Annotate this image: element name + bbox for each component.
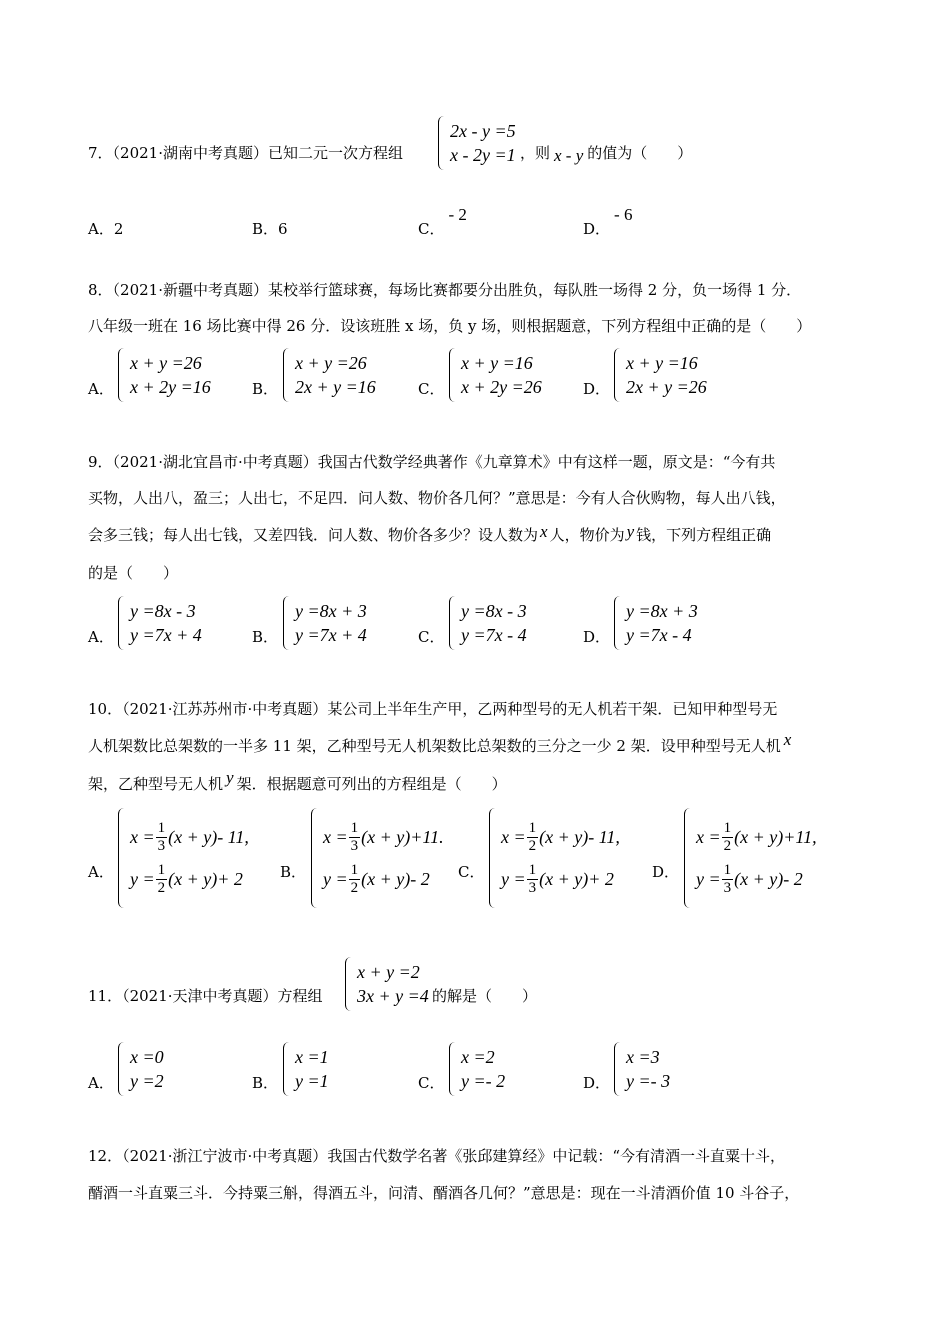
q9-text3b: 人，物价为: [549, 526, 625, 544]
q10-text3a: 架，乙种型号无人机: [88, 775, 224, 793]
q9-option-c-label[interactable]: C．: [418, 628, 445, 646]
q9-var-y: y: [626, 522, 635, 541]
q9-d-eq1: y =8x + 3: [626, 601, 698, 621]
q12-text1: 我国古代数学名著《张邱建算经》中记载：“今有清酒一斗直粟十斗，: [327, 1147, 785, 1165]
q7-option-a-value: 2: [113, 220, 124, 238]
q11-b-eq2: y =1: [295, 1071, 329, 1091]
q9-line2: 买物，人出八，盈三；人出七，不足四．问人数、物价各几何？”意思是：今有人合伙购物，每人出八钱，: [88, 489, 786, 507]
q9-source: （2021·湖北宜昌市·中考真题）: [112, 453, 318, 471]
q11-stem-start: [88, 986, 323, 1006]
q11-c-eq1: x =2: [461, 1047, 495, 1067]
q7-option-a-label: A．: [88, 220, 114, 238]
q9-c-brace: [449, 596, 457, 650]
q12-line2: 醑酒一斗直粟三斗．今持粟三斛，得酒五斗，问清、醑酒各几何？”意思是：现在一斗清酒价值 10 斗谷子，: [88, 1184, 800, 1202]
q7-option-b[interactable]: [252, 218, 288, 239]
q11-option-b-label[interactable]: B．: [252, 1074, 279, 1092]
q11-brace: [345, 957, 353, 1011]
q9-d-brace: [614, 596, 622, 650]
q10-text2a: 人机架数比总架数的一半多 11 架，乙种型号无人机架数比总架数的三分之一少 2 架．设甲种型号无人机: [88, 737, 781, 755]
fraction: $\frac{1}{2}$: [528, 819, 537, 854]
q8-c-eq1: x + y =16: [461, 353, 533, 373]
q8-b-brace: [283, 348, 291, 402]
q8-option-a-system[interactable]: [118, 348, 211, 402]
q9-line1: [88, 452, 775, 472]
q9-a-eq1: y =8x - 3: [130, 601, 196, 621]
q10-c-brace: [489, 808, 497, 908]
q9-b-eq2: y =7x + 4: [295, 625, 367, 645]
q9-var-x: x: [540, 522, 548, 541]
q7-option-d-label: D．: [583, 220, 611, 238]
q8-option-d-label[interactable]: D．: [583, 380, 611, 398]
q10-var-x: x: [783, 730, 792, 749]
q9-option-b-label[interactable]: B．: [252, 628, 279, 646]
q10-source: （2021·江苏苏州市·中考真题）: [122, 700, 328, 718]
q11-b-brace: [283, 1042, 291, 1096]
q11-b-eq1: x =1: [295, 1047, 329, 1067]
q11-option-a-system[interactable]: [118, 1042, 164, 1096]
q11-option-d-system[interactable]: [614, 1042, 670, 1096]
q11-d-eq2: y =- 3: [626, 1071, 671, 1091]
q9-text1: 我国古代数学经典著作《九章算术》中有这样一题，原文是：“今有共: [317, 453, 776, 471]
q9-b-brace: [283, 596, 291, 650]
q9-c-eq2: y =7x - 4: [461, 625, 527, 645]
q10-b-eq1: x = $\frac{1}{3}$ (x + y)+11.: [323, 819, 444, 854]
q11-stem-a: 方程组: [277, 987, 323, 1005]
q10-text3b: 架．根据题意可列出的方程组是（ ）: [236, 775, 507, 793]
q8-c-eq2: x + 2y =26: [461, 377, 542, 397]
q8-text1: 某校举行篮球赛，每场比赛都要分出胜负，每队胜一场得 2 分，负一场得 1 分．: [268, 281, 802, 299]
q8-option-a-label[interactable]: A．: [88, 380, 114, 398]
q8-option-c-label[interactable]: C．: [418, 380, 445, 398]
q7-option-c[interactable]: [418, 205, 467, 239]
q9-option-d-system[interactable]: [614, 596, 698, 650]
q10-c-eq1: x = $\frac{1}{2}$ (x + y)- 11,: [501, 819, 620, 854]
q9-line4: 的是（ ）: [88, 564, 179, 582]
q9-text3a: 会多三钱；每人出七钱，又差四钱．问人数、物价各多少？设人数为: [88, 526, 539, 544]
q7-stem-c: 的值为（ ）: [587, 144, 693, 162]
q8-option-d-system[interactable]: [614, 348, 707, 402]
q7-equation-system: [438, 116, 516, 170]
q7-option-d-value: - 6: [614, 205, 633, 224]
q7-option-c-value: - 2: [448, 205, 467, 224]
q10-option-d-system[interactable]: [684, 808, 817, 908]
q7-option-c-label: C．: [418, 220, 445, 238]
q10-option-c-system[interactable]: [489, 808, 620, 908]
q10-d-eq2: y = $\frac{1}{3}$ (x + y)- 2: [696, 861, 803, 896]
q10-number: 10．: [88, 700, 123, 718]
q12-number: 12．: [88, 1147, 123, 1165]
q7-number: 7．: [88, 144, 113, 162]
q9-b-eq1: y =8x + 3: [295, 601, 367, 621]
q11-number: 11．: [88, 987, 123, 1005]
q10-d-brace: [684, 808, 692, 908]
fraction: $\frac{1}{2}$: [723, 819, 732, 854]
q7-eq2: x - 2y =1: [450, 145, 516, 165]
fraction: $\frac{1}{3}$: [528, 861, 537, 896]
q12-source: （2021·浙江宁波市·中考真题）: [122, 1147, 328, 1165]
q7-stem-b: ，则: [520, 144, 551, 162]
q11-option-a-label[interactable]: A．: [88, 1074, 114, 1092]
q8-option-b-system[interactable]: [283, 348, 376, 402]
q11-equation-system: [345, 957, 429, 1011]
fraction: $\frac{1}{3}$: [157, 819, 166, 854]
q10-option-b-label[interactable]: B．: [280, 863, 307, 881]
q9-number: 9．: [88, 453, 113, 471]
q8-option-c-system[interactable]: [449, 348, 542, 402]
q11-option-d-label[interactable]: D．: [583, 1074, 611, 1092]
q10-option-a-system[interactable]: [118, 808, 249, 908]
q11-a-eq1: x =0: [130, 1047, 164, 1067]
q11-option-b-system[interactable]: [283, 1042, 329, 1096]
q9-option-a-label[interactable]: A．: [88, 628, 114, 646]
q7-stem-start: [88, 143, 403, 163]
q11-option-c-label[interactable]: C．: [418, 1074, 445, 1092]
fraction: $\frac{1}{2}$: [157, 861, 166, 896]
q10-text1: 某公司上半年生产甲，乙两种型号的无人机若干架．已知甲种型号无: [327, 700, 778, 718]
q11-a-brace: [118, 1042, 126, 1096]
q9-option-d-label[interactable]: D．: [583, 628, 611, 646]
q9-line3: [88, 522, 772, 545]
q9-a-brace: [118, 596, 126, 650]
q10-var-y: y: [226, 768, 234, 787]
q8-d-eq1: x + y =16: [626, 353, 698, 373]
q11-option-c-system[interactable]: [449, 1042, 505, 1096]
q7-option-a[interactable]: [88, 218, 123, 239]
q9-option-b-system[interactable]: [283, 596, 367, 650]
q8-d-eq2: 2x + y =26: [626, 377, 707, 397]
q11-c-eq2: y =- 2: [461, 1071, 506, 1091]
q7-option-b-label: B．: [252, 220, 279, 238]
q8-line2: 八年级一班在 16 场比赛中得 26 分．设该班胜 x 场，负 y 场，则根据题意，下列方程组中正确的是（ ）: [88, 317, 812, 335]
q8-source: （2021·新疆中考真题）: [112, 281, 268, 299]
q11-eq1: x + y =2: [357, 962, 420, 982]
q7-source: （2021·湖南中考真题）: [112, 144, 268, 162]
q10-option-a-label[interactable]: A．: [88, 863, 114, 881]
q10-option-d-label[interactable]: D．: [652, 863, 680, 881]
q8-a-eq1: x + y =26: [130, 353, 202, 373]
q10-line3: [88, 768, 507, 794]
q7-brace: [438, 116, 446, 170]
q11-stem-b: 的解是（ ）: [432, 987, 538, 1005]
q9-option-a-system[interactable]: [118, 596, 202, 650]
q10-a-eq1: x = $\frac{1}{3}$ (x + y)- 11,: [130, 819, 249, 854]
q9-d-eq2: y =7x - 4: [626, 625, 692, 645]
q10-a-eq2: y = $\frac{1}{2}$ (x + y)+ 2: [130, 861, 243, 896]
q7-eq1: 2x - y =5: [450, 121, 516, 141]
q11-source: （2021·天津中考真题）: [122, 987, 278, 1005]
q8-number: 8．: [88, 281, 113, 299]
q9-text3c: 钱，下列方程组正确: [636, 526, 772, 544]
q7-stem-a: 已知二元一次方程组: [268, 144, 404, 162]
q12-line1: [88, 1146, 785, 1166]
q10-b-eq2: y = $\frac{1}{2}$ (x + y)- 2: [323, 861, 430, 896]
q7-option-d[interactable]: [583, 205, 633, 239]
q8-b-eq2: 2x + y =16: [295, 377, 376, 397]
q10-option-c-label[interactable]: C．: [458, 863, 485, 881]
q8-b-eq1: x + y =26: [295, 353, 367, 373]
fraction: $\frac{1}{3}$: [723, 861, 732, 896]
q8-line1: [88, 280, 801, 300]
q10-option-b-system[interactable]: [311, 808, 444, 908]
q7-stem-end: [520, 143, 692, 163]
q10-a-brace: [118, 808, 126, 908]
q11-d-eq1: x =3: [626, 1047, 660, 1067]
fraction: $\frac{1}{3}$: [350, 819, 359, 854]
q7-option-b-value: 6: [278, 220, 288, 238]
q8-a-brace: [118, 348, 126, 402]
q9-a-eq2: y =7x + 4: [130, 625, 202, 645]
q10-line2: [88, 730, 792, 756]
q8-d-brace: [614, 348, 622, 402]
q11-eq2: 3x + y =4: [357, 986, 429, 1006]
q11-c-brace: [449, 1042, 457, 1096]
q10-line1: [88, 699, 777, 719]
q11-d-brace: [614, 1042, 622, 1096]
q10-d-eq1: x = $\frac{1}{2}$ (x + y)+11,: [696, 819, 817, 854]
q10-b-brace: [311, 808, 319, 908]
q10-c-eq2: y = $\frac{1}{3}$ (x + y)+ 2: [501, 861, 614, 896]
fraction: $\frac{1}{2}$: [350, 861, 359, 896]
q11-a-eq2: y =2: [130, 1071, 164, 1091]
q8-option-b-label[interactable]: B．: [252, 380, 279, 398]
q8-a-eq2: x + 2y =16: [130, 377, 211, 397]
q7-expr: x - y: [554, 146, 584, 165]
q9-c-eq1: y =8x - 3: [461, 601, 527, 621]
q9-option-c-system[interactable]: [449, 596, 527, 650]
q8-c-brace: [449, 348, 457, 402]
